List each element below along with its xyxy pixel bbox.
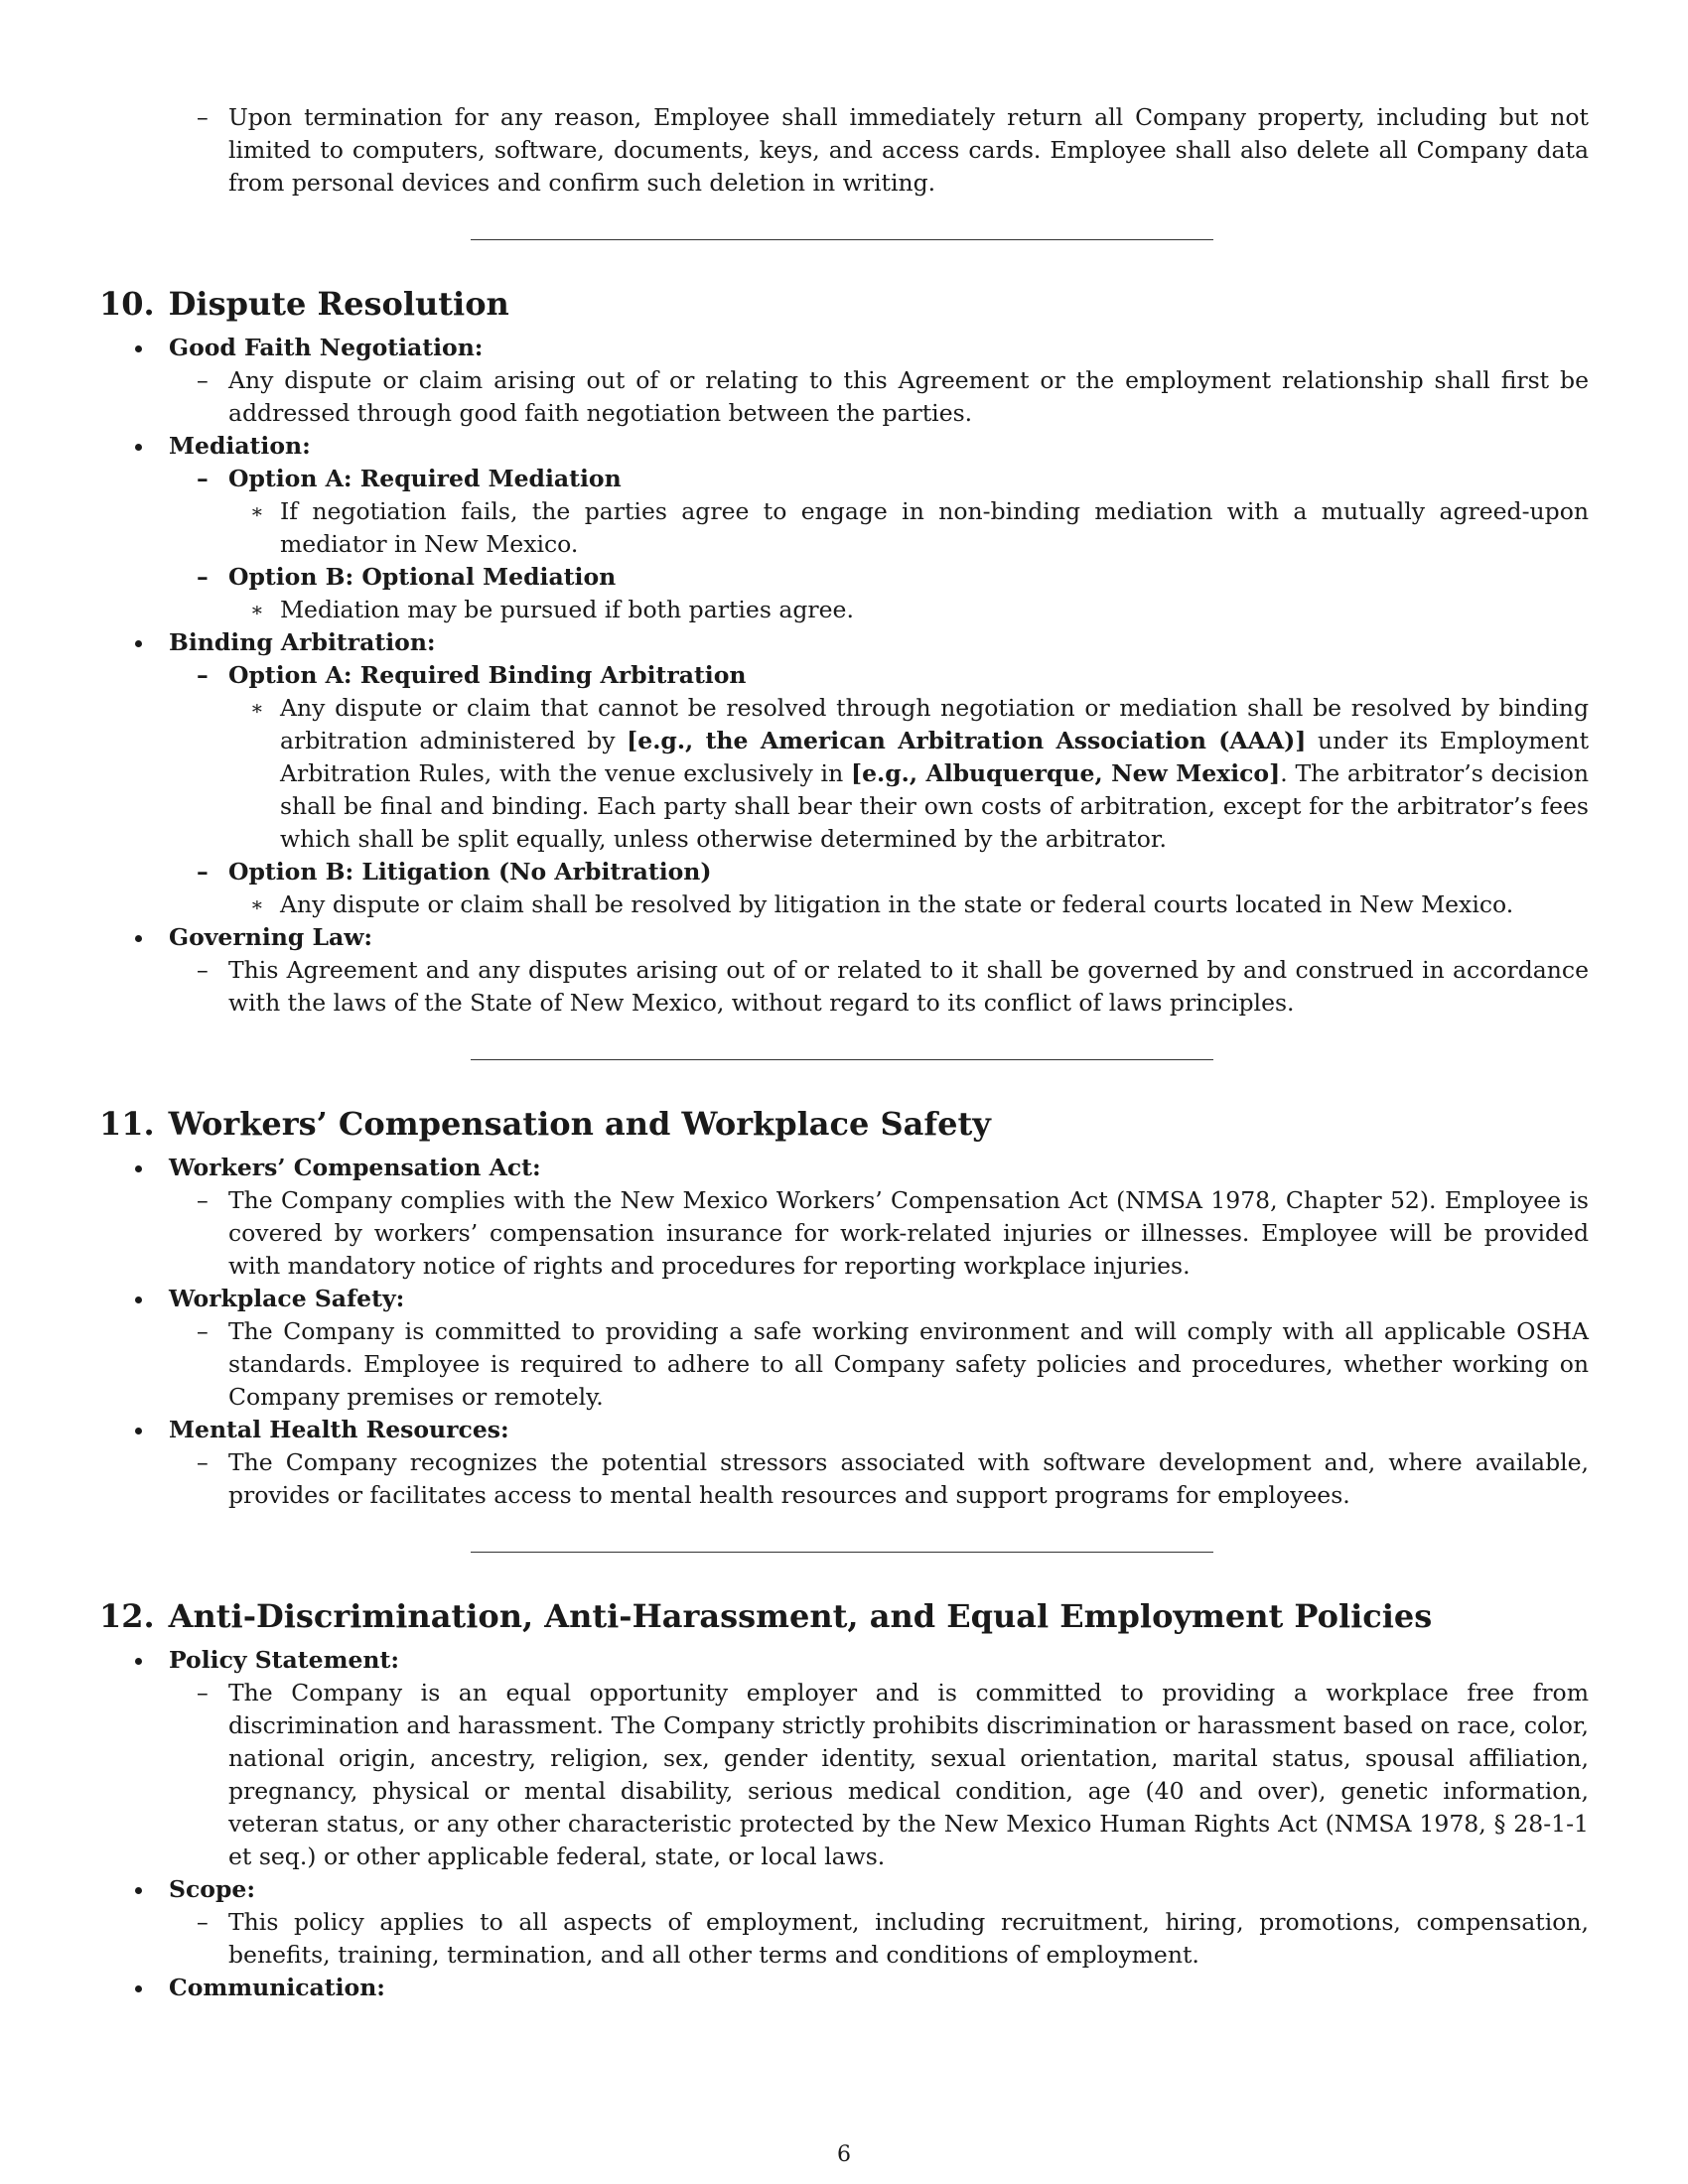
list-item: Mediation: <box>99 430 1589 463</box>
list-item: – Option A: Required Mediation <box>99 463 1589 495</box>
asterisk-bullet: ∗ <box>250 696 264 720</box>
dash-bullet: – <box>197 465 209 492</box>
document-body <box>99 101 1589 2004</box>
list-item: – The Company recognizes the potential stressors associated with software development and, where available, provides or facilitates access to mental health resources and support programs for employees. <box>197 1448 1589 1509</box>
list-item: – Option A: Required Binding Arbitration <box>99 659 1589 692</box>
dash-bullet: – <box>197 661 209 689</box>
bullet-dot <box>135 935 142 942</box>
list-item: Policy Statement: <box>99 1644 1589 1677</box>
list-item: – Any dispute or claim arising out of or relating to this Agreement or the employment relationship shall first be addressed through good faith negotiation between the parties. <box>197 366 1589 427</box>
dash-bullet: – <box>197 563 209 591</box>
list-item: ∗ Mediation may be pursued if both parties agree. <box>99 594 1589 626</box>
list-item: – Option B: Litigation (No Arbitration) <box>99 856 1589 888</box>
page-number: 6 <box>837 2142 851 2167</box>
bullet-dot <box>135 1297 142 1303</box>
list-item: ∗ Any dispute or claim that cannot be resolved through negotiation or mediation shall be resolved by binding arbitration administered by [e.g., the American Arbitration Association (AAA)] under its Employment Arbitration Rules, with the venue exclusively in [e.g., Albuquerque, New Mexico]. The arbitrator’s decision shall be final and binding. Each party shall bear their own costs of arbitration, except for the arbitrator’s fees which shall be split equally, unless otherwise determined by the arbitrator. <box>250 694 1590 853</box>
bullet-dot <box>135 1985 142 1992</box>
bullet-dot <box>135 345 142 352</box>
bullet-dot <box>135 1428 142 1434</box>
list-item: Workers’ Compensation Act: <box>99 1152 1589 1184</box>
dash-bullet: – <box>197 1908 209 1936</box>
list-item: Communication: <box>99 1972 1589 2004</box>
list-item: Mental Health Resources: <box>99 1414 1589 1446</box>
section-heading: 10. Dispute Resolution <box>99 285 509 323</box>
list-item: – The Company is committed to providing a safe working environment and will comply with all applicable OSHA standards. Employee is required to adhere to all Company safety policies and procedures, whether working on Company premises or remotely. <box>197 1317 1589 1411</box>
asterisk-bullet: ∗ <box>250 598 264 621</box>
list-item: – Option B: Optional Mediation <box>99 561 1589 594</box>
dash-bullet: – <box>197 1679 209 1706</box>
bullet-dot <box>135 444 142 451</box>
asterisk-bullet: ∗ <box>250 499 264 523</box>
dash-bullet: – <box>197 1186 209 1214</box>
list-item: Workplace Safety: <box>99 1283 1589 1315</box>
dash-bullet: – <box>197 1448 209 1476</box>
list-item: – The Company complies with the New Mexico Workers’ Compensation Act (NMSA 1978, Chapter 52). Employee is covered by workers’ compensation insurance for work-related injuries or illnesses. Employee will be provided with mandatory notice of rights and procedures for reporting workplace injuries. <box>197 1186 1589 1280</box>
list-item: Binding Arbitration: <box>99 626 1589 659</box>
list-item: Scope: <box>99 1873 1589 1906</box>
section-heading: 11. Workers’ Compensation and Workplace Safety <box>99 1105 991 1143</box>
bullet-dot <box>135 1887 142 1894</box>
dash-bullet: – <box>197 1317 209 1345</box>
list-item: Good Faith Negotiation: <box>99 332 1589 364</box>
bullet-dot <box>135 1658 142 1665</box>
dash-bullet: – <box>197 366 209 394</box>
list-item: – The Company is an equal opportunity employer and is committed to providing a workplace free from discrimination and harassment. The Company strictly prohibits discrimination or harassment based on race, color, national origin, ancestry, religion, sex, gender identity, sexual orientation, marital status, spousal affiliation, pregnancy, physical or mental disability, serious medical condition, age (40 and over), genetic information, veteran status, or any other characteristic protected by the New Mexico Human Rights Act (NMSA 1978, § 28-1-1 et seq.) or other applicable federal, state, or local laws. <box>197 1679 1589 1870</box>
list-item: ∗ If negotiation fails, the parties agree to engage in non-binding mediation with a mutually agreed-upon mediator in New Mexico. <box>250 497 1589 558</box>
bullet-dot <box>135 1165 142 1172</box>
termination-return-text: Upon termination for any reason, Employee shall immediately return all Company property, including but not limited to computers, software, documents, keys, and access cards. Employee shall also delete all Company data from personal devices and confirm such deletion in writing. <box>228 103 1589 197</box>
bullet-dot <box>135 640 142 647</box>
dash-bullet: – <box>197 956 209 984</box>
list-item: – This Agreement and any disputes arising out of or related to it shall be governed by and construed in accordance with the laws of the State of New Mexico, without regard to its conflict of laws principles. <box>197 956 1589 1017</box>
list-item: – This policy applies to all aspects of employment, including recruitment, hiring, promotions, compensation, benefits, training, termination, and all other terms and conditions of employment. <box>197 1908 1589 1969</box>
dash-bullet: – <box>197 103 209 131</box>
asterisk-bullet: ∗ <box>250 892 264 916</box>
list-item: ∗ Any dispute or claim shall be resolved by litigation in the state or federal courts located in New Mexico. <box>99 888 1589 921</box>
dash-bullet: – <box>197 858 209 886</box>
list-item <box>99 101 1589 200</box>
list-item: Governing Law: <box>99 921 1589 954</box>
section-heading: 12. Anti-Discrimination, Anti-Harassment, and Equal Employment Policies <box>99 1597 1433 1635</box>
